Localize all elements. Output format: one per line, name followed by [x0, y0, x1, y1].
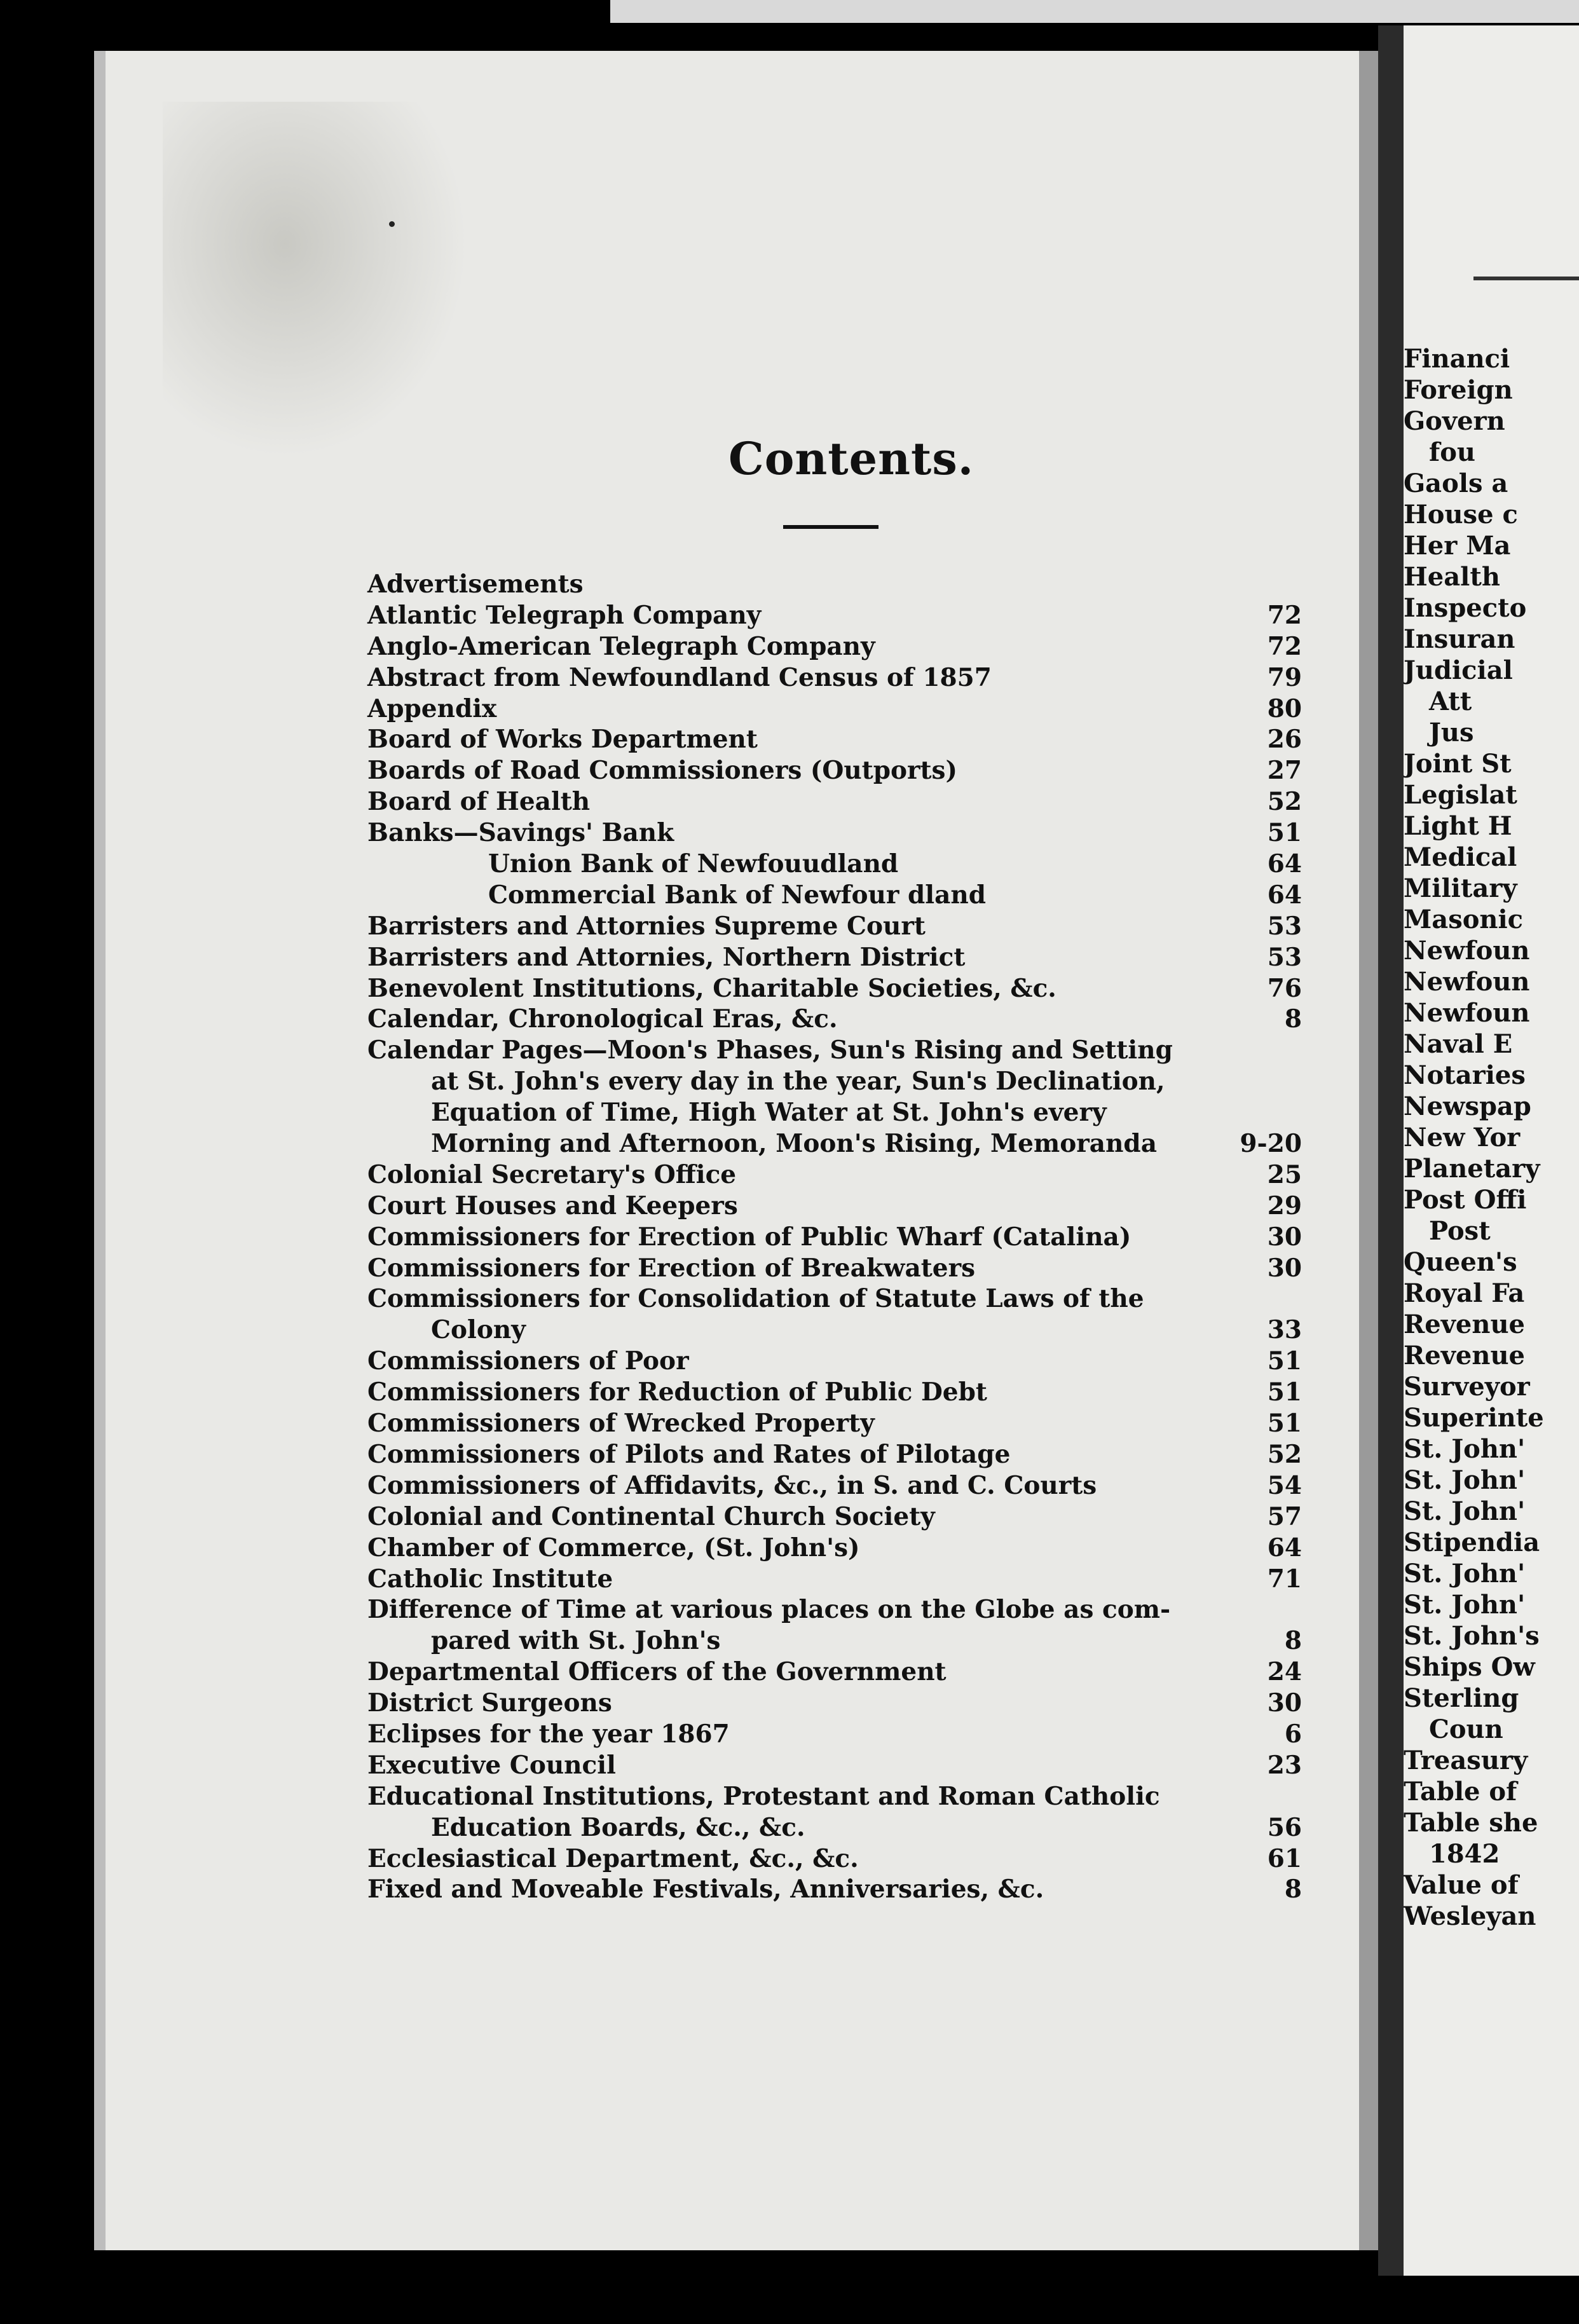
- toc-entry-text: Colony: [431, 1315, 526, 1345]
- right-page-fragment: Revenue: [1404, 1341, 1525, 1370]
- right-page-fragment: Stipendia: [1404, 1528, 1540, 1557]
- page-gutter: [1378, 25, 1404, 2276]
- toc-entry: [367, 1035, 1302, 1066]
- right-page-fragment: Jus: [1429, 718, 1474, 748]
- toc-entry: [367, 786, 1302, 817]
- toc-entry-text: at St. John's every day in the year, Sun's Declination,: [431, 1067, 1165, 1097]
- toc-entry-text: Abstract from Newfoundland Census of 1857: [367, 662, 992, 692]
- right-page-fragment: Table she: [1404, 1808, 1538, 1838]
- contents-title: Contents.: [728, 432, 974, 485]
- toc-entry-page: 30: [1267, 1222, 1302, 1252]
- toc-entry-text: Colonial and Continental Church Society: [367, 1501, 935, 1531]
- toc-entry: [367, 1564, 1302, 1595]
- toc-entry-page: 8: [1284, 1875, 1302, 1904]
- toc-entry-page: 64: [1267, 1533, 1302, 1562]
- toc-entry-page: 53: [1267, 911, 1302, 941]
- right-page-fragment: Superinte: [1404, 1403, 1544, 1433]
- right-page-fragment: St. John': [1404, 1434, 1526, 1464]
- toc-entry-text: Colonial Secretary's Office: [367, 1159, 737, 1189]
- toc-entry-page: 23: [1267, 1750, 1302, 1780]
- right-page-fragment: Post: [1429, 1216, 1491, 1246]
- right-page-fragment: New Yor: [1404, 1123, 1521, 1152]
- toc-entry-text: Benevolent Institutions, Charitable Societies, &c.: [367, 973, 1056, 1003]
- toc-entry-text: pared with St. John's: [431, 1626, 721, 1656]
- toc-entry-text: Educational Institutions, Protestant and Roman Catholic: [367, 1781, 1160, 1811]
- toc-entry-text: Catholic Institute: [367, 1564, 613, 1594]
- toc-entry-text: Education Boards, &c., &c.: [431, 1812, 805, 1842]
- toc-entry-text: Board of Works Department: [367, 725, 758, 755]
- toc-entry: [367, 1594, 1302, 1625]
- toc-entry-text: Commissioners of Pilots and Rates of Pilotage: [367, 1439, 1011, 1469]
- ink-dot: [389, 221, 395, 227]
- toc-entry-text: Difference of Time at various places on the Globe as com-: [367, 1595, 1171, 1625]
- right-page-fragment: Light H: [1404, 811, 1512, 841]
- toc-entry-page: 51: [1267, 1346, 1302, 1376]
- toc-entry-text: Commissioners for Consolidation of Statute Laws of the: [367, 1284, 1144, 1314]
- right-page-fragment: St. John': [1404, 1590, 1526, 1620]
- toc-entry: [367, 1004, 1302, 1035]
- toc-entry: [367, 1688, 1302, 1719]
- right-page-fragment: St. John': [1404, 1465, 1526, 1495]
- toc-entry: [367, 1066, 1302, 1097]
- toc-entry: [367, 1781, 1302, 1812]
- toc-entry-text: Commissioners of Poor: [367, 1346, 689, 1376]
- right-page-fragment: Insuran: [1404, 624, 1515, 654]
- right-page-list: [1404, 343, 1579, 1932]
- right-page: [1404, 25, 1579, 2276]
- toc-entry-text: Commissioners for Erection of Public Wharf (Catalina): [367, 1222, 1131, 1252]
- toc-entry: [367, 1315, 1302, 1346]
- toc-entry-page: 54: [1267, 1470, 1302, 1500]
- right-page-fragment: Her Ma: [1404, 531, 1511, 561]
- toc-entry: [367, 1159, 1302, 1191]
- toc-entry-page: 61: [1267, 1843, 1302, 1873]
- toc-entry-text: Advertisements: [367, 570, 584, 599]
- toc-entry: [367, 1408, 1302, 1439]
- toc-entry: [367, 1439, 1302, 1470]
- toc-entry: [367, 631, 1302, 662]
- toc-entry-text: Commercial Bank of Newfour dland: [488, 880, 987, 910]
- toc-entry-text: Commissioners of Affidavits, &c., in S. and C. Courts: [367, 1470, 1097, 1500]
- toc-entry-page: 72: [1267, 600, 1302, 630]
- toc-entry-text: Boards of Road Commissioners (Outports): [367, 756, 957, 786]
- right-page-fragment: Masonic: [1404, 905, 1524, 934]
- toc-entry: [367, 880, 1302, 911]
- toc-entry-text: Barristers and Attornies, Northern District: [367, 942, 966, 972]
- right-page-fragment: Newfoun: [1404, 936, 1530, 966]
- toc-entry-text: Executive Council: [367, 1750, 616, 1780]
- toc-entry: [367, 755, 1302, 786]
- right-page-fragment: House c: [1404, 500, 1518, 530]
- toc-entry: [367, 1843, 1302, 1875]
- toc-entry: [367, 1253, 1302, 1284]
- toc-entry-text: Appendix: [367, 694, 497, 723]
- toc-entry-page: 56: [1267, 1812, 1302, 1842]
- right-page-fragment: St. John's: [1404, 1621, 1540, 1651]
- toc-entry: [367, 1533, 1302, 1564]
- toc-entry-page: 51: [1267, 1377, 1302, 1407]
- right-page-fragment: Naval E: [1404, 1029, 1513, 1059]
- contents-list: [367, 569, 1302, 1905]
- right-page-fragment: Queen's: [1404, 1247, 1517, 1277]
- toc-entry-page: 57: [1267, 1501, 1302, 1531]
- toc-entry-text: Ecclesiastical Department, &c., &c.: [367, 1843, 859, 1873]
- toc-entry-text: Departmental Officers of the Government: [367, 1657, 947, 1687]
- toc-entry: [367, 569, 1302, 600]
- toc-entry: [367, 973, 1302, 1004]
- right-page-fragment: Health: [1404, 562, 1500, 592]
- water-stain: [163, 102, 468, 458]
- right-page-fragment: Newfoun: [1404, 967, 1530, 997]
- toc-entry-page: 51: [1267, 1409, 1302, 1439]
- toc-entry-page: 52: [1267, 787, 1302, 817]
- toc-entry: [367, 911, 1302, 942]
- toc-entry-text: Anglo-American Telegraph Company: [367, 631, 875, 661]
- toc-entry-page: 29: [1267, 1191, 1302, 1220]
- toc-entry: [367, 1719, 1302, 1750]
- toc-entry-page: 64: [1267, 880, 1302, 910]
- toc-entry-page: 6: [1284, 1719, 1302, 1749]
- right-page-fragment: Judicial: [1404, 655, 1513, 685]
- toc-entry: [367, 1283, 1302, 1315]
- toc-entry-text: Commissioners for Erection of Breakwaters: [367, 1253, 976, 1283]
- right-page-fragment: Govern: [1404, 406, 1505, 436]
- toc-entry-text: Commissioners of Wrecked Property: [367, 1409, 875, 1439]
- toc-entry-page: 53: [1267, 942, 1302, 972]
- right-page-fragment: Financi: [1404, 344, 1510, 374]
- toc-entry-page: 79: [1267, 662, 1302, 692]
- toc-entry-text: Court Houses and Keepers: [367, 1191, 738, 1220]
- right-page-fragment: Treasury: [1404, 1746, 1528, 1775]
- toc-entry: [367, 1501, 1302, 1533]
- toc-entry: [367, 1191, 1302, 1222]
- toc-entry-text: Eclipses for the year 1867: [367, 1719, 730, 1749]
- toc-entry-text: Calendar Pages—Moon's Phases, Sun's Rising and Setting: [367, 1036, 1173, 1065]
- toc-entry: [367, 1470, 1302, 1501]
- right-page-fragment: Value of: [1404, 1870, 1519, 1900]
- toc-entry-page: 80: [1267, 694, 1302, 723]
- toc-entry: [367, 1222, 1302, 1253]
- toc-entry-page: 51: [1267, 818, 1302, 848]
- right-page-fragment: Inspecto: [1404, 593, 1527, 623]
- toc-entry-text: Morning and Afternoon, Moon's Rising, Memoranda: [431, 1129, 1157, 1159]
- toc-entry-page: 24: [1267, 1657, 1302, 1687]
- title-rule: [783, 525, 878, 529]
- toc-entry: [367, 724, 1302, 755]
- right-page-fragment: Coun: [1429, 1714, 1503, 1744]
- toc-entry-page: 76: [1267, 973, 1302, 1003]
- toc-entry: [367, 1750, 1302, 1781]
- right-page-rule: [1473, 277, 1579, 280]
- toc-entry-page: 64: [1267, 849, 1302, 879]
- right-page-fragment: Revenue: [1404, 1309, 1525, 1339]
- toc-entry: [367, 1128, 1302, 1159]
- toc-entry-page: 9-20: [1240, 1129, 1302, 1159]
- right-page-fragment: Table of: [1404, 1777, 1517, 1807]
- right-page-fragment: Att: [1429, 687, 1472, 716]
- right-page-fragment: Ships Ow: [1404, 1652, 1535, 1682]
- right-page-fragment: fou: [1429, 437, 1475, 467]
- right-page-fragment: Sterling: [1404, 1683, 1519, 1713]
- right-page-fragment: 1842: [1429, 1839, 1500, 1869]
- toc-entry-text: Board of Health: [367, 787, 591, 817]
- toc-entry: [367, 1097, 1302, 1128]
- toc-entry-page: 72: [1267, 631, 1302, 661]
- toc-entry-page: 30: [1267, 1253, 1302, 1283]
- toc-entry-text: Equation of Time, High Water at St. John's every: [431, 1098, 1107, 1128]
- right-page-fragment: Newfoun: [1404, 998, 1530, 1028]
- toc-entry-text: Commissioners for Reduction of Public Debt: [367, 1377, 987, 1407]
- right-page-fragment: Wesleyan: [1404, 1901, 1536, 1931]
- toc-entry-text: Atlantic Telegraph Company: [367, 600, 762, 630]
- right-page-fragment: Joint St: [1404, 749, 1512, 779]
- scan-top-edge: [610, 0, 1579, 23]
- right-page-fragment: Planetary: [1404, 1154, 1540, 1184]
- toc-entry: [367, 1874, 1302, 1905]
- toc-entry-page: 71: [1267, 1564, 1302, 1594]
- toc-entry: [367, 600, 1302, 631]
- toc-entry-page: 25: [1267, 1159, 1302, 1189]
- toc-entry-page: 26: [1267, 725, 1302, 755]
- toc-entry: [367, 694, 1302, 725]
- toc-entry: [367, 817, 1302, 849]
- toc-entry-page: 8: [1284, 1626, 1302, 1656]
- right-page-fragment: Medical: [1404, 842, 1517, 872]
- toc-entry: [367, 942, 1302, 973]
- toc-entry-text: Barristers and Attornies Supreme Court: [367, 911, 926, 941]
- toc-entry-text: Fixed and Moveable Festivals, Anniversaries, &c.: [367, 1875, 1044, 1904]
- right-page-fragment: Foreign: [1404, 375, 1513, 405]
- toc-entry: [367, 1346, 1302, 1377]
- toc-entry-text: Chamber of Commerce, (St. John's): [367, 1533, 860, 1562]
- toc-entry: [367, 849, 1302, 880]
- right-page-fragment: Military: [1404, 873, 1517, 903]
- right-page-fragment: Legislat: [1404, 780, 1517, 810]
- toc-entry-page: 33: [1267, 1315, 1302, 1345]
- toc-entry-text: Banks—Savings' Bank: [367, 818, 674, 848]
- toc-entry-page: 30: [1267, 1688, 1302, 1718]
- toc-entry: [367, 1377, 1302, 1408]
- toc-entry: [367, 662, 1302, 694]
- toc-entry-text: Calendar, Chronological Eras, &c.: [367, 1004, 838, 1034]
- toc-entry-text: Union Bank of Newfouudland: [488, 849, 899, 879]
- right-page-fragment: Surveyor: [1404, 1372, 1530, 1402]
- toc-entry-text: District Surgeons: [367, 1688, 612, 1718]
- right-page-fragment: St. John': [1404, 1559, 1526, 1589]
- toc-entry-page: 52: [1267, 1439, 1302, 1469]
- right-page-fragment: Royal Fa: [1404, 1278, 1525, 1308]
- right-page-fragment: Notaries: [1404, 1060, 1526, 1090]
- toc-entry-page: 8: [1284, 1004, 1302, 1034]
- toc-entry-page: 27: [1267, 756, 1302, 786]
- toc-entry: [367, 1812, 1302, 1843]
- right-page-fragment: St. John': [1404, 1496, 1526, 1526]
- right-page-fragment: Newspap: [1404, 1091, 1531, 1121]
- right-page-fragment: Gaols a: [1404, 468, 1508, 498]
- toc-entry: [367, 1657, 1302, 1688]
- toc-entry: [367, 1625, 1302, 1657]
- right-page-fragment: Post Offi: [1404, 1185, 1527, 1215]
